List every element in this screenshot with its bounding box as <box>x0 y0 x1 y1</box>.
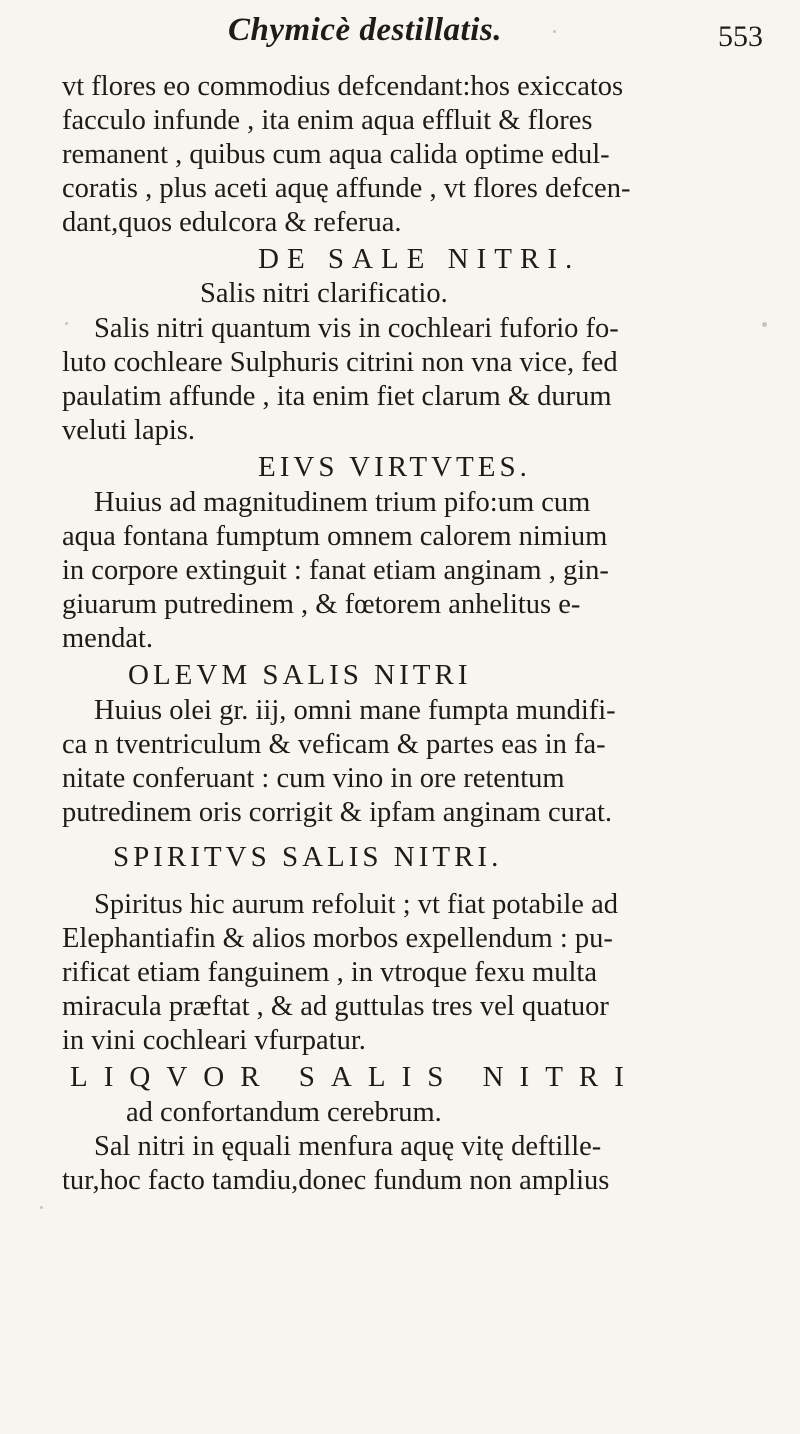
text-line: putredinem oris corrigit & ipfam anginam curat. <box>62 797 613 828</box>
section-heading: DE SALE NITRI. <box>258 243 581 275</box>
paper-speck <box>65 322 68 325</box>
text-line: Spiritus hic aurum refoluit ; vt fiat potabile ad <box>94 889 618 920</box>
text-line: facculo infunde , ita enim aqua effluit & flores <box>62 105 593 136</box>
paper-speck <box>40 1206 43 1209</box>
text-line: Huius olei gr. iij, omni mane fumpta mundifi- <box>94 695 616 726</box>
text-line: Huius ad magnitudinem trium pifo:um cum <box>94 487 591 518</box>
text-line: aqua fontana fumptum omnem calorem nimium <box>62 521 608 552</box>
text-line: tur,hoc facto tamdiu,donec fundum non amplius <box>62 1165 610 1196</box>
running-title: Chymicè destillatis. <box>228 12 502 48</box>
text-line: mendat. <box>62 623 154 654</box>
text-line: rificat etiam fanguinem , in vtroque fexu multa <box>62 957 597 988</box>
text-line: ca n tventriculum & veficam & partes eas in fa- <box>62 729 606 760</box>
text-line: giuarum putredinem , & fœtorem anhelitus e- <box>62 589 581 620</box>
section-heading: EIVS VIRTVTES. <box>258 451 531 483</box>
section-subheading: Salis nitri clarificatio. <box>200 278 448 309</box>
text-line: nitate conferuant : cum vino in ore retentum <box>62 763 565 794</box>
text-line: vt flores eo commodius defcendant:hos exiccatos <box>62 71 624 102</box>
text-line: paulatim affunde , ita enim fiet clarum & durum <box>62 381 612 412</box>
text-line: Salis nitri quantum vis in cochleari fuforio fo- <box>94 313 619 344</box>
text-line: miracula præftat , & ad guttulas tres vel quatuor <box>62 991 609 1022</box>
text-line: remanent , quibus cum aqua calida optime edul- <box>62 139 610 170</box>
text-line: luto cochleare Sulphuris citrini non vna vice, fed <box>62 347 618 378</box>
text-line: coratis , plus aceti aquę affunde , vt flores defcen- <box>62 173 631 204</box>
section-heading: SPIRITVS SALIS NITRI. <box>113 841 503 873</box>
text-line: Elephantiafin & alios morbos expellendum : pu- <box>62 923 613 954</box>
text-line: in vini cochleari vfurpatur. <box>62 1025 366 1056</box>
text-line: in corpore extinguit : fanat etiam anginam , gin- <box>62 555 609 586</box>
text-line: veluti lapis. <box>62 415 195 446</box>
section-heading: LIQVOR SALIS NITRI <box>70 1061 640 1093</box>
text-line: Sal nitri in ęquali menfura aquę vitę deftille- <box>94 1131 602 1162</box>
section-heading: OLEVM SALIS NITRI <box>128 659 472 691</box>
section-subheading: ad confortandum cerebrum. <box>126 1097 442 1128</box>
running-head <box>0 10 800 62</box>
paper-speck <box>553 30 556 33</box>
page-number: 553 <box>718 20 763 53</box>
paper-speck <box>762 322 767 327</box>
text-line: dant,quos edulcora & referua. <box>62 207 402 238</box>
